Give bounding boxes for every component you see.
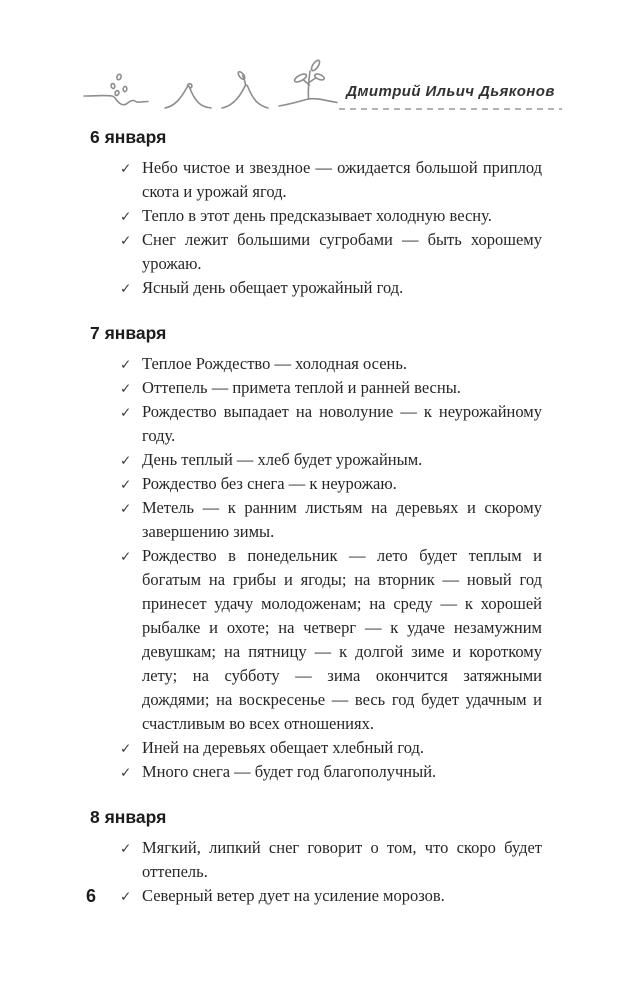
item-text: Много снега — будет год благополучный. [142, 762, 437, 781]
page-header [82, 58, 562, 110]
checkmark-icon: ✓ [120, 549, 132, 565]
checkmark-icon: ✓ [120, 741, 132, 757]
list-item [90, 376, 542, 400]
dashed-divider [339, 108, 562, 110]
author-name: Дмитрий Ильич Дьяконов [346, 83, 555, 100]
list-item [90, 448, 542, 472]
item-text: Тепло в этот день предсказывает холодную весну. [142, 206, 492, 225]
list-item [90, 736, 542, 760]
list-item [90, 544, 542, 736]
list-item [90, 228, 542, 276]
checkmark-icon: ✓ [120, 357, 132, 373]
author-block [339, 83, 562, 110]
sprout-leaves-icon [277, 58, 339, 110]
checkmark-icon: ✓ [120, 453, 132, 469]
checkmark-icon: ✓ [120, 405, 132, 421]
list-item [90, 836, 542, 884]
section-date: 8 января [90, 807, 167, 827]
section-jan-7 [90, 322, 542, 784]
list-item [90, 496, 542, 544]
checkmark-icon: ✓ [120, 477, 132, 493]
sowing-seeds-icon [82, 70, 156, 110]
item-text: День теплый — хлеб будет урожайным. [142, 450, 423, 469]
checkmark-icon: ✓ [120, 281, 132, 297]
list-item [90, 204, 542, 228]
item-text: Иней на деревьях обещает хлебный год. [142, 738, 425, 757]
item-text: Метель — к ранним листьям на деревьях и скорому завершению зимы. [142, 498, 542, 541]
item-text: Ясный день обещает урожайный год. [142, 278, 404, 297]
checkmark-icon: ✓ [120, 209, 132, 225]
checkmark-icon: ✓ [120, 841, 132, 857]
growth-sketches [82, 58, 339, 110]
page-number: 6 [86, 886, 97, 906]
section-jan-8 [90, 806, 542, 908]
list-item [90, 884, 542, 908]
item-text: Небо чистое и звездное — ожидается большой приплод скота и урожай ягод. [142, 158, 542, 201]
checkmark-icon: ✓ [120, 161, 132, 177]
item-text: Северный ветер дует на усиление морозов. [142, 886, 445, 905]
item-text: Оттепель — примета теплой и ранней весны. [142, 378, 461, 397]
checkmark-icon: ✓ [120, 233, 132, 249]
section-jan-6 [90, 126, 542, 300]
list-item [90, 400, 542, 448]
item-text: Рождество без снега — к неурожаю. [142, 474, 397, 493]
checkmark-icon: ✓ [120, 501, 132, 517]
section-date: 6 января [90, 127, 167, 147]
item-text: Рождество выпадает на новолуние — к неурожайному году. [142, 402, 542, 445]
list-item [90, 352, 542, 376]
checkmark-icon: ✓ [120, 381, 132, 397]
checkmark-icon: ✓ [120, 765, 132, 781]
page-content [90, 126, 542, 908]
item-text: Снег лежит большими сугробами — быть хорошему урожаю. [142, 230, 542, 273]
sprout-mound-icon [163, 76, 213, 110]
item-text: Рождество в понедельник — лето будет теплым и богатым на грибы и ягоды; на вторник — новый год принесет удачу молодоженам; на среду — к хорошей рыбалке и охоте; на четверг — к удаче незамужним девушкам; на пятницу — к долгой зиме и короткому лету; на субботу — зима окончится затяжными дождями; на воскресенье — весь год будет удачным и счастливым во всех отношениях. [142, 546, 542, 733]
item-text: Мягкий, липкий снег говорит о том, что скоро будет оттепель. [142, 838, 542, 881]
list-item [90, 156, 542, 204]
list-item [90, 472, 542, 496]
list-item [90, 760, 542, 784]
sprout-single-leaf-icon [220, 70, 270, 110]
checkmark-icon: ✓ [120, 889, 132, 905]
item-text: Теплое Рождество — холодная осень. [142, 354, 407, 373]
list-item [90, 276, 542, 300]
section-date: 7 января [90, 323, 167, 343]
